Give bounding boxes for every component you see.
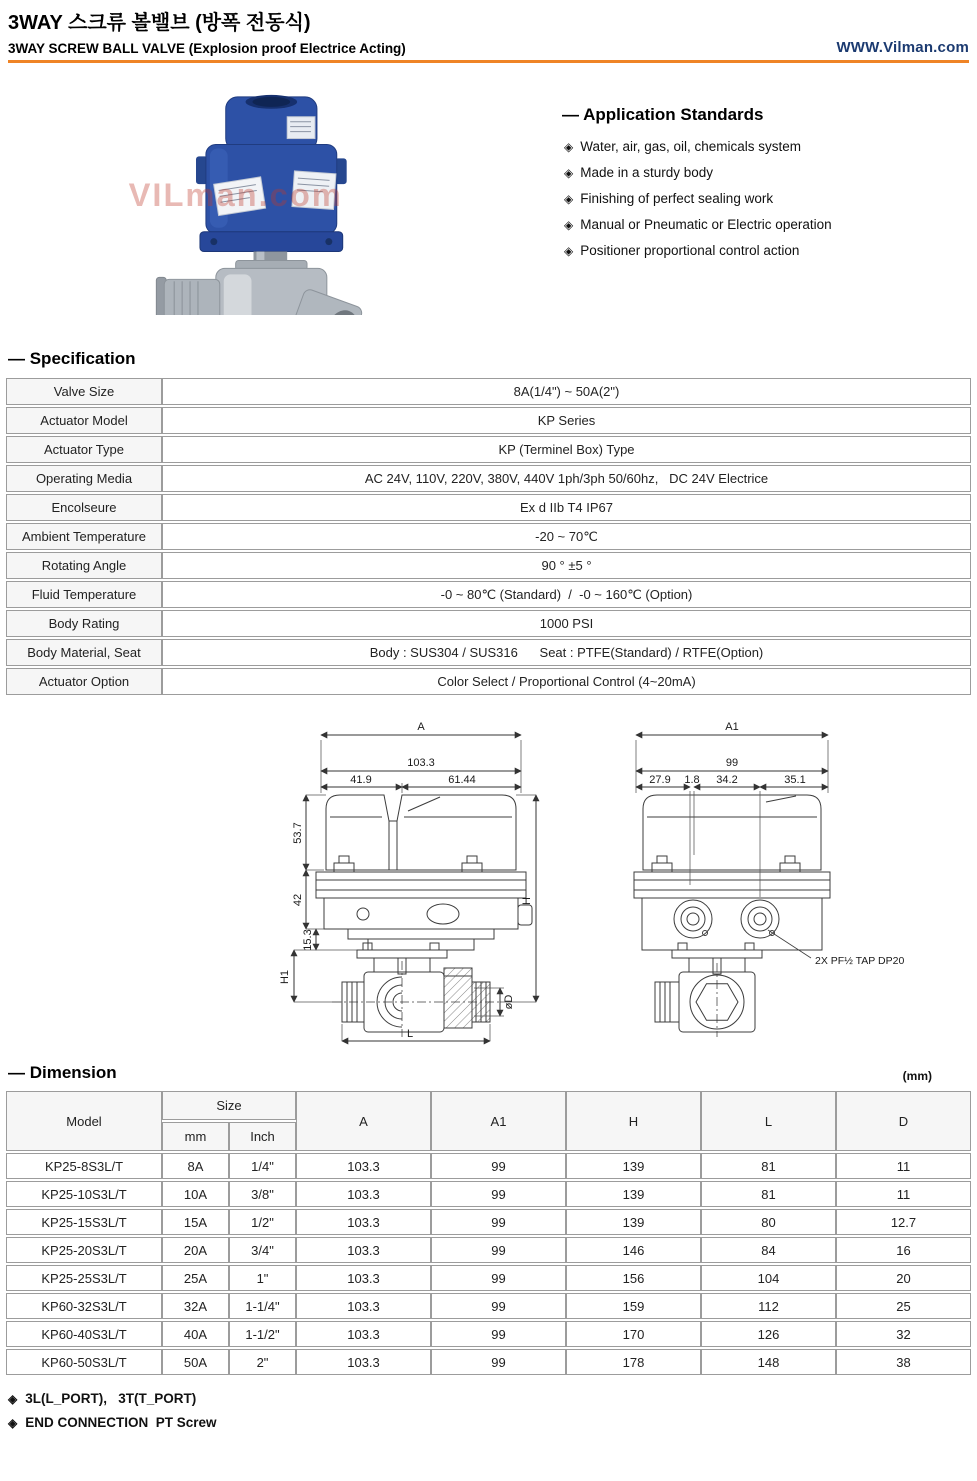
list-item (564, 217, 977, 232)
dim-label-103: 103.3 (407, 757, 435, 769)
cell-d: 12.7 (836, 1209, 971, 1235)
specification-heading: — Specification (8, 349, 136, 368)
dim-label-a1: A1 (725, 721, 739, 733)
col-header-h: H (566, 1091, 701, 1151)
standards-item-text: Finishing of perfect sealing work (580, 191, 774, 206)
cell-mm: 40A (162, 1321, 229, 1347)
col-header-mm: mm (162, 1122, 229, 1151)
standards-item-text: Positioner proportional control action (580, 243, 800, 258)
table-row (6, 1181, 971, 1207)
product-section (95, 87, 977, 315)
spec-label: Actuator Option (6, 668, 162, 695)
note-text: END CONNECTION PT Screw (25, 1415, 217, 1430)
dim-label-42: 42 (292, 893, 304, 907)
cell-a1: 99 (431, 1293, 566, 1319)
standards-item-text: Made in a sturdy body (580, 165, 714, 180)
photo-watermark: VILman.com (128, 175, 343, 213)
table-row (6, 407, 971, 434)
cell-a: 103.3 (296, 1209, 431, 1235)
table-row (6, 552, 971, 579)
spec-value: 8A(1/4") ~ 50A(2") (162, 378, 971, 405)
dim-label-h1: H1 (279, 969, 291, 985)
cell-d: 11 (836, 1153, 971, 1179)
table-header-row (6, 1091, 971, 1120)
cell-mm: 8A (162, 1153, 229, 1179)
valve-photo-illustration (95, 87, 410, 315)
cell-l: 126 (701, 1321, 836, 1347)
title-english: 3WAY SCREW BALL VALVE (Explosion proof Electrice Acting) (8, 41, 406, 56)
cell-h: 170 (566, 1321, 701, 1347)
dim-label-6144: 61.44 (448, 774, 476, 786)
cell-inch: 1-1/2" (229, 1321, 296, 1347)
application-standards (562, 87, 977, 315)
front-dimension-lines (294, 735, 536, 1041)
list-item (564, 165, 977, 180)
cell-mm: 50A (162, 1349, 229, 1375)
website-link[interactable]: WWW.Vilman.com (836, 39, 969, 56)
note-line (8, 1391, 977, 1406)
cell-inch: 1" (229, 1265, 296, 1291)
diamond-bullet-icon: ◈ (564, 140, 574, 154)
list-item (564, 243, 977, 258)
spec-label: Actuator Type (6, 436, 162, 463)
spec-label: Fluid Temperature (6, 581, 162, 608)
cell-model: KP25-8S3L/T (6, 1153, 162, 1179)
note-text: 3L(L_PORT), 3T(T_PORT) (25, 1391, 197, 1406)
cell-d: 20 (836, 1265, 971, 1291)
col-header-l: L (701, 1091, 836, 1151)
cell-a: 103.3 (296, 1265, 431, 1291)
cell-h: 178 (566, 1349, 701, 1375)
cell-h: 139 (566, 1153, 701, 1179)
col-header-a: A (296, 1091, 431, 1151)
list-item (564, 191, 977, 206)
cell-a1: 99 (431, 1349, 566, 1375)
cell-mm: 20A (162, 1237, 229, 1263)
standards-item-text: Manual or Pneumatic or Electric operation (580, 217, 832, 232)
cell-a: 103.3 (296, 1293, 431, 1319)
dim-label-279: 27.9 (649, 774, 671, 786)
dim-label-153: 15.3 (302, 929, 314, 951)
specification-section (0, 349, 977, 697)
table-row (6, 1293, 971, 1319)
cell-l: 104 (701, 1265, 836, 1291)
cell-d: 25 (836, 1293, 971, 1319)
table-row (6, 1349, 971, 1375)
cell-model: KP25-10S3L/T (6, 1181, 162, 1207)
dim-label-18: 1.8 (684, 774, 700, 786)
dimension-section (0, 1063, 977, 1377)
diamond-bullet-icon: ◈ (8, 1416, 18, 1430)
table-row (6, 1321, 971, 1347)
diamond-bullet-icon: ◈ (564, 166, 574, 180)
cell-a1: 99 (431, 1209, 566, 1235)
standards-list (562, 139, 977, 258)
page-header (0, 0, 977, 63)
cell-inch: 3/4" (229, 1237, 296, 1263)
cell-inch: 1-1/4" (229, 1293, 296, 1319)
table-row (6, 465, 971, 492)
dim-label-od: øD (503, 994, 515, 1010)
tap-note-label: 2X PF½ TAP DP20 (815, 955, 905, 967)
cell-a: 103.3 (296, 1349, 431, 1375)
col-header-inch: Inch (229, 1122, 296, 1151)
product-photo (95, 87, 410, 315)
cell-l: 148 (701, 1349, 836, 1375)
cell-h: 159 (566, 1293, 701, 1319)
table-row (6, 610, 971, 637)
cell-d: 16 (836, 1237, 971, 1263)
cell-d: 11 (836, 1181, 971, 1207)
standards-heading: — Application Standards (562, 105, 764, 124)
spec-value: KP (Terminel Box) Type (162, 436, 971, 463)
cell-mm: 25A (162, 1265, 229, 1291)
title-korean: 3WAY 스크류 볼밸브 (방폭 전동식) (8, 12, 311, 34)
cell-mm: 15A (162, 1209, 229, 1235)
cell-h: 156 (566, 1265, 701, 1291)
spec-value: Ex d IIb T4 IP67 (162, 494, 971, 521)
cell-l: 80 (701, 1209, 836, 1235)
cell-model: KP25-25S3L/T (6, 1265, 162, 1291)
footer-notes (8, 1391, 977, 1430)
cell-mm: 32A (162, 1293, 229, 1319)
list-item (564, 139, 977, 154)
cell-a1: 99 (431, 1321, 566, 1347)
cell-d: 38 (836, 1349, 971, 1375)
spec-label: Operating Media (6, 465, 162, 492)
cell-a: 103.3 (296, 1181, 431, 1207)
diamond-bullet-icon: ◈ (564, 244, 574, 258)
cell-inch: 1/4" (229, 1153, 296, 1179)
cell-a1: 99 (431, 1265, 566, 1291)
cell-model: KP60-40S3L/T (6, 1321, 162, 1347)
spec-label: Actuator Model (6, 407, 162, 434)
dim-label-l: L (406, 1028, 414, 1040)
diamond-bullet-icon: ◈ (8, 1392, 18, 1406)
cell-model: KP25-20S3L/T (6, 1237, 162, 1263)
spec-value: Body : SUS304 / SUS316 Seat : PTFE(Standard) / RTFE(Option) (162, 639, 971, 666)
spec-label: Body Material, Seat (6, 639, 162, 666)
cell-model: KP60-32S3L/T (6, 1293, 162, 1319)
spec-value: Color Select / Proportional Control (4~20mA) (162, 668, 971, 695)
spec-value: AC 24V, 110V, 220V, 380V, 440V 1ph/3ph 50/60hz, DC 24V Electrice (162, 465, 971, 492)
cell-l: 84 (701, 1237, 836, 1263)
spec-value: KP Series (162, 407, 971, 434)
table-row (6, 1237, 971, 1263)
diamond-bullet-icon: ◈ (564, 192, 574, 206)
dimension-table (6, 1089, 971, 1377)
cell-inch: 2" (229, 1349, 296, 1375)
cell-a: 103.3 (296, 1153, 431, 1179)
cell-h: 139 (566, 1181, 701, 1207)
spec-label: Body Rating (6, 610, 162, 637)
spec-label: Encolseure (6, 494, 162, 521)
spec-value: -0 ~ 80℃ (Standard) / -0 ~ 160℃ (Option) (162, 581, 971, 608)
cell-h: 146 (566, 1237, 701, 1263)
header-divider (8, 60, 969, 63)
cell-a: 103.3 (296, 1321, 431, 1347)
standards-item-text: Water, air, gas, oil, chemicals system (580, 139, 802, 154)
spec-label: Rotating Angle (6, 552, 162, 579)
dim-label-419: 41.9 (350, 774, 372, 786)
cell-l: 81 (701, 1181, 836, 1207)
table-row (6, 639, 971, 666)
cell-model: KP25-15S3L/T (6, 1209, 162, 1235)
dim-label-h: H (521, 897, 533, 905)
cell-l: 81 (701, 1153, 836, 1179)
spec-value: -20 ~ 70℃ (162, 523, 971, 550)
table-row (6, 668, 971, 695)
col-header-d: D (836, 1091, 971, 1151)
spec-label: Valve Size (6, 378, 162, 405)
table-row (6, 378, 971, 405)
dimension-unit: (mm) (902, 1069, 932, 1083)
table-row (6, 1209, 971, 1235)
dim-label-a: A (417, 721, 425, 733)
cell-inch: 3/8" (229, 1181, 296, 1207)
spec-value: 90 ° ±5 ° (162, 552, 971, 579)
dimension-heading: — Dimension (8, 1063, 117, 1082)
diamond-bullet-icon: ◈ (564, 218, 574, 232)
spec-value: 1000 PSI (162, 610, 971, 637)
cell-model: KP60-50S3L/T (6, 1349, 162, 1375)
cell-mm: 10A (162, 1181, 229, 1207)
table-row (6, 494, 971, 521)
dim-label-351: 35.1 (784, 774, 806, 786)
cell-inch: 1/2" (229, 1209, 296, 1235)
cell-a1: 99 (431, 1237, 566, 1263)
table-row (6, 581, 971, 608)
cell-a1: 99 (431, 1153, 566, 1179)
spec-label: Ambient Temperature (6, 523, 162, 550)
col-header-size: Size (162, 1091, 296, 1120)
note-line (8, 1415, 977, 1430)
technical-drawing (268, 705, 975, 1053)
table-row (6, 1153, 971, 1179)
dim-label-342: 34.2 (716, 774, 738, 786)
cell-h: 139 (566, 1209, 701, 1235)
cell-a1: 99 (431, 1181, 566, 1207)
col-header-model: Model (6, 1091, 162, 1151)
cell-a: 103.3 (296, 1237, 431, 1263)
table-row (6, 1265, 971, 1291)
dim-label-99: 99 (725, 757, 739, 769)
table-row (6, 436, 971, 463)
table-row (6, 523, 971, 550)
col-header-a1: A1 (431, 1091, 566, 1151)
dim-label-537: 53.7 (292, 822, 304, 844)
specification-table (6, 376, 971, 697)
cell-l: 112 (701, 1293, 836, 1319)
cell-d: 32 (836, 1321, 971, 1347)
side-view (634, 795, 830, 1037)
